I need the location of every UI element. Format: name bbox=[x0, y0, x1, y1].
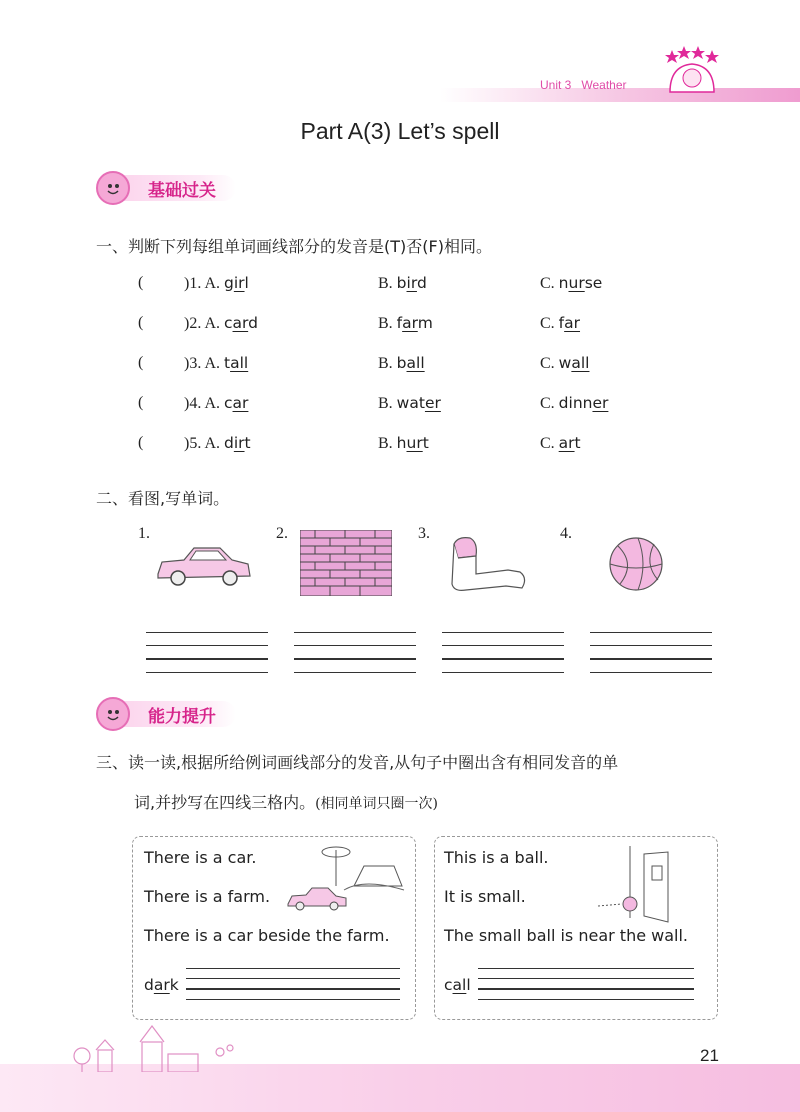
option-c-word: nurse bbox=[558, 274, 603, 292]
writing-lines[interactable] bbox=[146, 632, 268, 678]
question-3-heading-cont: 词,并抄写在四线三格内。(相同单词只圈一次) bbox=[134, 793, 439, 812]
writing-lines[interactable] bbox=[442, 632, 564, 678]
farm-car-picture bbox=[284, 846, 408, 914]
writing-lines[interactable] bbox=[186, 968, 400, 1014]
option-b-word: farm bbox=[396, 314, 433, 332]
picture-number: 1. bbox=[138, 525, 150, 542]
answer-paren[interactable]: ( bbox=[138, 314, 144, 331]
option-c: C. art bbox=[540, 434, 581, 452]
option-b: B. water bbox=[378, 394, 441, 412]
judge-row bbox=[138, 354, 638, 376]
section-banner-basic bbox=[96, 172, 236, 204]
option-c: C. nurse bbox=[540, 274, 603, 292]
page-title: Part A(3) Let’s spell bbox=[300, 118, 500, 144]
option-c-word: wall bbox=[558, 354, 590, 372]
question-1-heading: 一、判断下列每组单词画线部分的发音是(T)否(F)相同。 bbox=[96, 237, 492, 256]
option-b: B. bird bbox=[378, 274, 427, 292]
example-word: dark bbox=[144, 976, 179, 994]
option-a-word: car bbox=[224, 394, 249, 412]
writing-lines[interactable] bbox=[294, 632, 416, 678]
question-3-heading: 三、读一读,根据所给例词画线部分的发音,从句子中圈出含有相同发音的单 bbox=[96, 753, 619, 772]
option-c-word: far bbox=[558, 314, 581, 332]
sentence: There is a car. bbox=[144, 848, 257, 867]
option-c-word: dinner bbox=[558, 394, 609, 412]
item-number: )3. A. tall bbox=[184, 354, 249, 372]
sentence: It is small. bbox=[444, 887, 526, 906]
cartoon-face-icon bbox=[96, 697, 130, 731]
ball-wall-picture bbox=[596, 846, 696, 926]
option-b-word: bird bbox=[396, 274, 427, 292]
unit-tag: Unit 3 Weather bbox=[540, 78, 627, 92]
judge-row bbox=[138, 394, 638, 416]
answer-paren[interactable]: ( bbox=[138, 274, 144, 291]
option-c: C. far bbox=[540, 314, 581, 332]
option-a-word: tall bbox=[224, 354, 249, 372]
sentence: This is a ball. bbox=[444, 848, 549, 867]
arm-picture bbox=[446, 534, 532, 596]
option-b-word: ball bbox=[396, 354, 425, 372]
judge-row bbox=[138, 274, 638, 296]
option-c: C. wall bbox=[540, 354, 590, 372]
sentence: The small ball is near the wall. bbox=[444, 926, 689, 945]
section-banner-advanced bbox=[96, 698, 236, 730]
page-number: 21 bbox=[700, 1046, 719, 1065]
example-word: call bbox=[444, 976, 471, 994]
writing-lines[interactable] bbox=[478, 968, 694, 1014]
judge-row bbox=[138, 314, 638, 336]
option-b-word: water bbox=[396, 394, 441, 412]
option-a-word: dirt bbox=[224, 434, 251, 452]
ball-picture bbox=[608, 536, 664, 592]
judge-row bbox=[138, 434, 638, 456]
item-number: )2. A. card bbox=[184, 314, 258, 332]
car-picture bbox=[154, 540, 254, 590]
castle-decoration-icon bbox=[70, 1022, 250, 1072]
section-label: 基础过关 bbox=[112, 175, 236, 201]
question-2-heading: 二、看图,写单词。 bbox=[96, 489, 230, 508]
writing-lines[interactable] bbox=[590, 632, 712, 678]
option-b-word: hurt bbox=[396, 434, 429, 452]
option-b: B. ball bbox=[378, 354, 425, 372]
item-number: )5. A. dirt bbox=[184, 434, 251, 452]
sentence: There is a farm. bbox=[144, 887, 271, 906]
picture-number: 3. bbox=[418, 525, 430, 542]
item-number: )1. A. girl bbox=[184, 274, 249, 292]
answer-paren[interactable]: ( bbox=[138, 434, 144, 451]
section-label: 能力提升 bbox=[112, 701, 236, 727]
option-a-word: card bbox=[224, 314, 258, 332]
wall-picture bbox=[300, 530, 392, 596]
cartoon-face-icon bbox=[96, 171, 130, 205]
answer-paren[interactable]: ( bbox=[138, 354, 144, 371]
option-c-word: art bbox=[558, 434, 581, 452]
sentence: There is a car beside the farm. bbox=[144, 926, 390, 945]
option-b: B. hurt bbox=[378, 434, 429, 452]
option-b: B. farm bbox=[378, 314, 433, 332]
picture-number: 4. bbox=[560, 525, 572, 542]
option-a-word: girl bbox=[224, 274, 249, 292]
item-number: )4. A. car bbox=[184, 394, 249, 412]
picture-number: 2. bbox=[276, 525, 288, 542]
option-c: C. dinner bbox=[540, 394, 609, 412]
brand-badge-icon bbox=[662, 44, 722, 98]
answer-paren[interactable]: ( bbox=[138, 394, 144, 411]
